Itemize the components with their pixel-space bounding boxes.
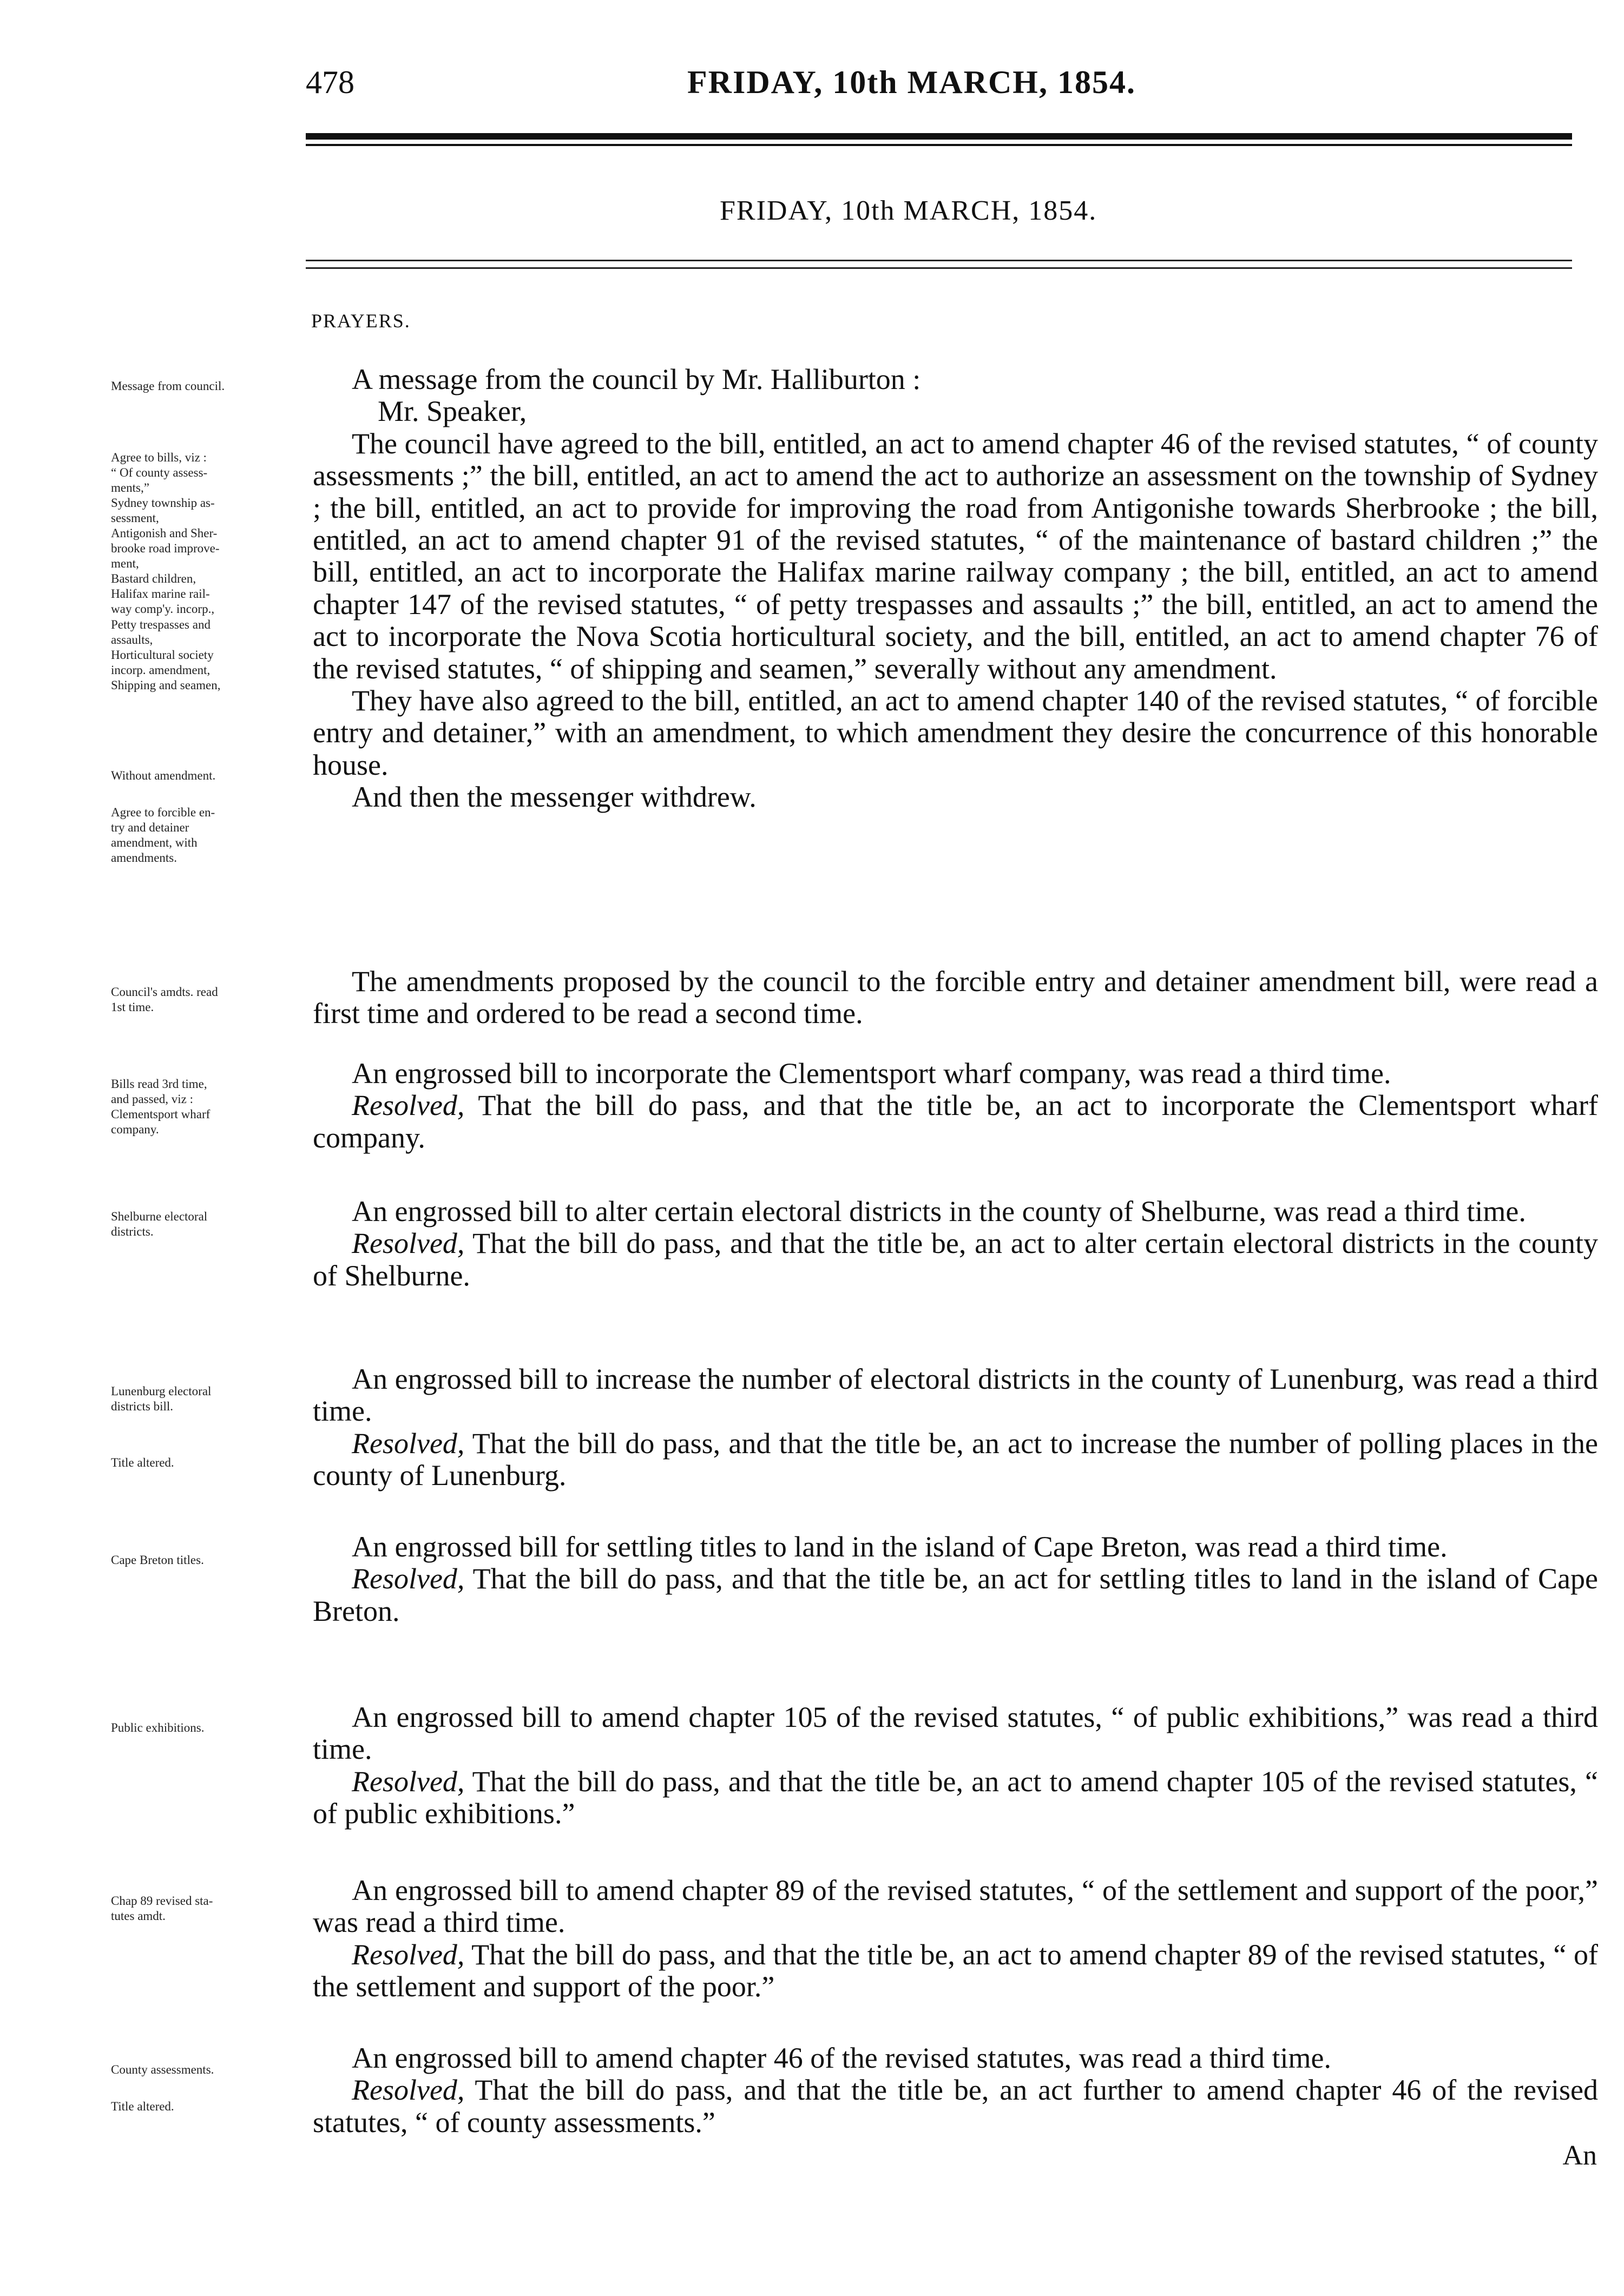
message-intro: A message from the council by Mr. Halliburton : — [352, 363, 921, 395]
margin-note-county-assessments: County assessments. — [111, 2063, 214, 2076]
lunenburg-reading: An engrossed bill to increase the number of electoral districts in the county of Lunenburg, was read a third time. — [313, 1363, 1598, 1428]
speaker-address: Mr. Speaker, — [378, 395, 527, 428]
chapter-89-reading: An engrossed bill to amend chapter 89 of the revised statutes, “ of the settlement and support of the poor,” was read a third time. — [313, 1874, 1598, 1939]
messenger-withdrew: And then the messenger withdrew. — [352, 781, 757, 814]
margin-note-message: Message from council. — [111, 379, 225, 393]
margin-note-council-amendments: Council's amdts. read 1st time. — [111, 985, 218, 1014]
public-exhibitions-block — [313, 1701, 1598, 1830]
margin-note-agree-bills: Agree to bills, viz : “ Of county assess- ments,” Sydney township as- sessment, Antigonish and Sher- brooke road improve- ment, Bastard children, Halifax marine rail- way comp'y. incorp., Petty trespasses and assaults, Horticultural society incorp. amendment, Shipping and seamen, — [111, 451, 221, 692]
council-amendments-paragraph: The amendments proposed by the council to the forcible entry and detainer amendment bill, were read a first time and ordered to be read a second time. — [313, 965, 1598, 1030]
shelburne-reading: An engrossed bill to alter certain electoral districts in the county of Shelburne, was read a third time. — [352, 1195, 1526, 1228]
cape-breton-block — [313, 1531, 1598, 1627]
council-agreed-paragraph: The council have agreed to the bill, entitled, an act to amend chapter 46 of the revised statutes, “ of county assessments ;” the bill, entitled, an act to amend the act to authorize an assessment on the township of Sydney ; the bill, entitled, an act to provide for improving the road from Antigonishe towards Sherbrooke ; the bill, entitled, an act to amend chapter 91 of the revised statutes, “ of the maintenance of bastard children ;” the bill, entitled, an act to incorporate the Halifax marine railway company ; the bill, entitled, an act to amend chapter 147 of the revised statutes, “ of petty trespasses and assaults ;” the bill, entitled, an act to amend the act to incorporate the Nova Scotia horticultural society, and the bill, entitled, an act to amend chapter 76 of the revised statutes, “ of shipping and seamen,” severally without any amendment. — [313, 427, 1598, 685]
margin-note-clementsport: Bills read 3rd time, and passed, viz : Clementsport wharf company. — [111, 1077, 211, 1137]
catchword: An — [1562, 2140, 1597, 2171]
margin-note-title-altered-2: Title altered. — [111, 2100, 174, 2113]
public-exhibitions-resolved: Resolved, That the bill do pass, and that the title be, an act to amend chapter 105 of the revised statutes, “ of public exhibitions.” — [313, 1765, 1598, 1830]
lunenburg-block — [313, 1363, 1598, 1492]
clementsport-resolved: Resolved, That the bill do pass, and that the title be, an act to incorporate the Clementsport wharf company. — [313, 1089, 1599, 1154]
margin-note-public-exhibitions: Public exhibitions. — [111, 1721, 205, 1734]
clementsport-block — [313, 1058, 1598, 1154]
margin-note-lunenburg: Lunenburg electoral districts bill. — [111, 1384, 212, 1414]
chapter-89-block — [313, 1875, 1598, 2003]
page-number: 478 — [306, 64, 354, 100]
header-rule-thin — [306, 144, 1572, 146]
shelburne-resolved: Resolved, That the bill do pass, and that the title be, an act to alter certain electoral districts in the county of Shelburne. — [313, 1227, 1598, 1292]
council-amendments-block — [313, 966, 1598, 1030]
county-assessments-block — [313, 2042, 1598, 2139]
cape-breton-resolved: Resolved, That the bill do pass, and that the title be, an act for settling titles to land in the island of Cape Breton. — [313, 1562, 1598, 1627]
forcible-entry-paragraph: They have also agreed to the bill, entitled, an act to amend chapter 140 of the revised statutes, “ of forcible entry and detainer,” with an amendment, to which amendment they desire the concurrence of this honorable house. — [313, 684, 1598, 781]
header-rule-thick — [306, 133, 1572, 140]
running-title: FRIDAY, 10th MARCH, 1854. — [687, 64, 1136, 100]
section-title: FRIDAY, 10th MARCH, 1854. — [720, 195, 1097, 226]
margin-note-chap-89: Chap 89 revised sta- tutes amdt. — [111, 1894, 213, 1923]
lunenburg-resolved: Resolved, That the bill do pass, and that the title be, an act to increase the number of polling places in the county of Lunenburg. — [313, 1427, 1598, 1492]
margin-note-shelburne: Shelburne electoral districts. — [111, 1210, 208, 1239]
public-exhibitions-reading: An engrossed bill to amend chapter 105 of the revised statutes, “ of public exhibitions,” was read a third time. — [313, 1701, 1598, 1766]
message-block — [313, 364, 1598, 813]
margin-note-cape-breton: Cape Breton titles. — [111, 1553, 204, 1567]
margin-note-title-altered-1: Title altered. — [111, 1456, 174, 1469]
clementsport-reading: An engrossed bill to incorporate the Clementsport wharf company, was read a third time. — [352, 1057, 1391, 1090]
county-assessments-reading: An engrossed bill to amend chapter 46 of the revised statutes, was read a third time. — [352, 2042, 1331, 2074]
county-assessments-resolved: Resolved, That the bill do pass, and that the title be, an act further to amend chapter 46 of the revised statutes, “ of county assessments.” — [313, 2074, 1598, 2139]
margin-note-forcible-entry: Agree to forcible en- try and detainer amendment, with amendments. — [111, 806, 215, 865]
prayers-heading: PRAYERS. — [311, 310, 411, 332]
cape-breton-reading: An engrossed bill for settling titles to land in the island of Cape Breton, was read a third time. — [352, 1530, 1448, 1563]
section-rule-top — [306, 260, 1572, 261]
chapter-89-resolved: Resolved, That the bill do pass, and that the title be, an act to amend chapter 89 of the revised statutes, “ of the settlement and support of the poor.” — [313, 1938, 1598, 2003]
section-rule-bottom — [306, 267, 1572, 269]
margin-note-without-amendment: Without amendment. — [111, 769, 216, 782]
shelburne-block — [313, 1196, 1598, 1292]
